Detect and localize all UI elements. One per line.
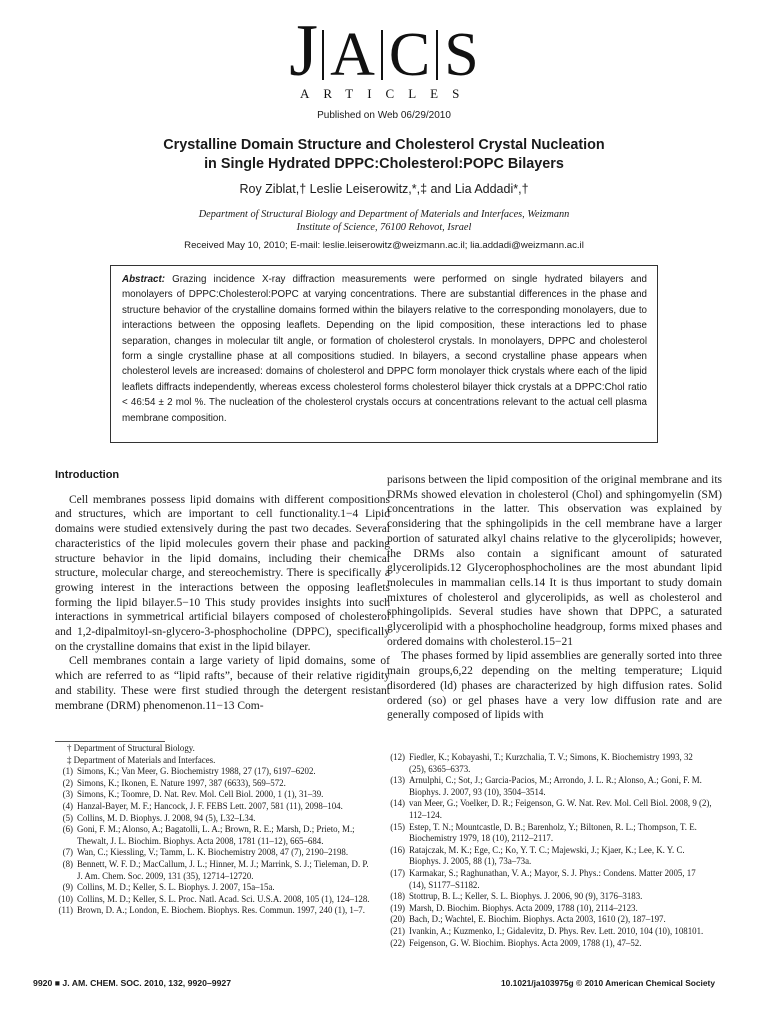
reference-item — [55, 801, 373, 813]
reference-number: (13) — [390, 775, 405, 786]
reference-item — [55, 789, 373, 801]
affiliation — [120, 208, 648, 234]
logo-subtitle: ARTICLES — [300, 86, 474, 101]
received-line: Received May 10, 2010; E-mail: leslie.leiserowitz@weizmann.ac.il; lia.addadi@weizmann.ac.il — [184, 240, 584, 251]
reference-item — [55, 824, 373, 847]
reference-text: Karmakar, S.; Raghunathan, V. A.; Mayor, S. J. Phys.: Condens. Matter 2005, 17 (14), S1177–S1182. — [409, 867, 696, 890]
reference-text: Collins, M. D. Biophys. J. 2008, 94 (5), L32–L34. — [77, 812, 256, 823]
reference-text: Brown, D. A.; London, E. Biochem. Biophys. Res. Commun. 1997, 240 (1), 1–7. — [77, 905, 365, 916]
logo-letter-c: C — [388, 21, 431, 89]
right-column — [387, 473, 722, 723]
reference-number: (10) — [58, 893, 73, 904]
reference-number: (18) — [390, 891, 405, 902]
reference-item — [55, 766, 373, 778]
logo-letter-s: S — [444, 21, 479, 89]
reference-number: (5) — [62, 812, 73, 823]
reference-text: Marsh, D. Biochim. Biophys. Acta 2009, 1788 (10), 2114–2123. — [409, 902, 638, 913]
body-paragraph: parisons between the lipid composition of the original membrane and its DRMs showed elevation in cholesterol (Chol) and sphingomyelin (SM) concentrations in the latter. This observation was explained by considering that the sphingolipids in the cell membrane have a larger portion of saturated alkyl chains relative to the glycerolipids; however, the DRMs also contain a significant amount of saturated glycerolipids.12 Glycerophosphocholines are the most abundant lipid molecules in mammalian cells.14 It is thus important to study domain mixtures of cholesterol and glycerolipids, as well as cholesterol and sphingolipids. Several studies have shown that DPPC, a saturated glycerolipid with a phosphocholine headgroup, forms mixed phases and ordered domains with cholesterol.15−21 — [387, 474, 722, 648]
reference-text: Simons, K.; Toomre, D. Nat. Rev. Mol. Cell Biol. 2000, 1 (1), 31–39. — [77, 789, 324, 800]
published-date: Published on Web 06/29/2010 — [317, 110, 451, 121]
reference-item — [387, 822, 712, 845]
reference-text: Goni, F. M.; Alonso, A.; Bagatolli, L. A.; Brown, R. E.; Marsh, D.; Prieto, M.; Thewalt, J. L. Biochim. Biophys. Acta 2008, 1781 (11–12), 665–684. — [77, 824, 355, 846]
reference-item — [55, 882, 373, 894]
reference-item — [387, 752, 712, 775]
reference-number: (6) — [62, 824, 73, 835]
reference-text: Simons, K.; Ikonen, E. Nature 1997, 387 (6633), 569–572. — [77, 777, 286, 788]
reference-item — [55, 894, 373, 906]
reference-item — [55, 859, 373, 882]
reference-item — [387, 798, 712, 821]
reference-number: (8) — [62, 858, 73, 869]
reference-text: Fiedler, K.; Kobayashi, T.; Kurzchalia, T. V.; Simons, K. Biochemistry 1993, 32 (25), 6365–6373. — [409, 752, 693, 774]
reference-number: (3) — [62, 789, 73, 800]
abstract — [122, 272, 647, 426]
reference-item — [55, 778, 373, 790]
reference-number: (21) — [390, 925, 405, 936]
reference-number: (14) — [390, 798, 405, 809]
reference-text: Bennett, W. F. D.; MacCallum, J. L.; Hinner, M. J.; Marrink, S. J.; Tieleman, D. P. J. Am. Chem. Soc. 2009, 131 (35), 12714–12720. — [77, 858, 369, 881]
reference-item — [387, 926, 712, 938]
reference-item — [387, 903, 712, 915]
reference-number: (19) — [390, 902, 405, 913]
reference-number: (11) — [58, 905, 73, 916]
reference-text: Ivankin, A.; Kuzmenko, I.; Gidalevitz, D. Phys. Rev. Lett. 2010, 104 (10), 108101. — [409, 925, 704, 936]
reference-text: Feigenson, G. W. Biochim. Biophys. Acta 2009, 1788 (1), 47–52. — [409, 937, 642, 948]
reference-text: Collins, M. D.; Keller, S. L. Biophys. J. 2007, 15a–15a. — [77, 882, 275, 893]
reference-item — [387, 891, 712, 903]
abstract-text: Grazing incidence X-ray diffraction measurements were performed on single hydrated bilayers and monolayers of DPPC:Cholesterol:POPC at varying concentrations. There are substantial differences in the phase and structure behavior of the crystalline domains formed within the bilayers relative to the corresponding monolayers, due to interactions between the opposing leaflets. Depending on the lipid composition, these interactions led to phase separation, changes in molecular tilt angle, or formation of cholesterol crystals. In monolayers, DPPC and cholesterol form a single crystalline phase at all compositions studied. In bilayers, a second crystalline phase appears when cholesterol levels are increased: domains of cholesterol and DPPC form monolayer thick crystals where each of the lipid leaflets diffracts independently, whereas excess cholesterol forms cholesterol bilayer thick crystals at a DPPC:Chol ratio < 46:54 ± 2 mol %. The nucleation of the cholesterol crystals occurs at concentrations relevant to the actual cell plasma membrane composition. — [122, 274, 647, 424]
reference-number: (16) — [390, 844, 405, 855]
footnote: ‡ Department of Materials and Interfaces. — [67, 754, 216, 765]
affiliation-line: Department of Structural Biology and Department of Materials and Interfaces, Weizmann — [198, 209, 570, 220]
reference-item — [387, 845, 712, 868]
reference-text: Wan, C.; Kiessling, V.; Tamm, L. K. Biochemistry 2008, 47 (7), 2190–2198. — [77, 847, 349, 858]
logo-letter-a: A — [330, 21, 375, 89]
reference-text: Bach, D.; Wachtel, E. Biochim. Biophys. Acta 2003, 1610 (2), 187–197. — [409, 914, 666, 925]
reference-number: (15) — [390, 821, 405, 832]
reference-number: (4) — [62, 800, 73, 811]
reference-number: (1) — [62, 766, 73, 777]
reference-item — [387, 938, 712, 950]
references-right — [387, 752, 712, 949]
article-title — [60, 136, 708, 174]
journal-logo — [0, 10, 768, 92]
reference-text: Hanzal-Bayer, M. F.; Hancock, J. F. FEBS Lett. 2007, 581 (11), 2098–104. — [77, 800, 343, 811]
reference-item — [387, 775, 712, 798]
reference-number: (7) — [62, 847, 73, 858]
title-line: in Single Hydrated DPPC:Cholesterol:POPC Bilayers — [204, 156, 564, 172]
reference-text: Arnulphi, C.; Sot, J.; Garcia-Pacios, M.; Arrondo, J. L. R.; Alonso, A.; Goni, F. M. Biophys. J. 2007, 93 (10), 3504–3514. — [409, 775, 702, 797]
page-footer-citation: 9920 ■ J. AM. CHEM. SOC. 2010, 132, 9920–9927 — [33, 978, 232, 988]
logo-letter-j: J — [289, 10, 319, 92]
page-footer-doi: 10.1021/ja103975g © 2010 American Chemical Society — [501, 978, 715, 988]
reference-number: (12) — [390, 752, 405, 762]
body-paragraph: Cell membranes contain a large variety of lipid domains, some of which are referred to as “lipid rafts”, because of their relative rigidity and stability. These were first studied through the detergent resistant membrane (DRM) phenomenon.11−13 Com- — [55, 655, 390, 712]
reference-item — [387, 868, 712, 891]
reference-number: (17) — [390, 867, 405, 878]
section-heading: Introduction — [55, 469, 120, 481]
reference-text: Simons, K.; Van Meer, G. Biochemistry 1988, 27 (17), 6197–6202. — [77, 766, 316, 777]
reference-number: (9) — [62, 882, 73, 893]
affiliation-line: Institute of Science, 76100 Rehovot, Israel — [296, 222, 472, 233]
reference-text: Estep, T. N.; Mountcastle, D. B.; Barenholz, Y.; Biltonen, R. L.; Thompson, T. E. Biochemistry 1979, 18 (10), 2112–2117. — [409, 821, 697, 844]
body-paragraph: Cell membranes possess lipid domains with different compositions and structures, which are important to cell functionality.1−4 Lipid domains were studied extensively during the past two decades. Several characteristics of the lipid molecules govern their phase and packing structure behavior in the lipid domains, including their chemical structure, molecular charge, and stereochemistry. There is specifically a growing interest in the interactions between the opposing leaflets forming the lipid bilayer.5−10 This study provides insights into such interactions in symmetrical artificial bilayers composed of cholesterol and 1,2-dipalmitoyl-sn-glycero-3-phosphocholine (DPPC), specifically on the crystalline domains that exist in the lipid bilayer. — [55, 493, 390, 653]
reference-number: (2) — [62, 777, 73, 788]
reference-number: (22) — [390, 937, 405, 948]
reference-text: Collins, M. D.; Keller, S. L. Proc. Natl. Acad. Sci. U.S.A. 2008, 105 (1), 124–128. — [77, 893, 370, 904]
reference-item — [55, 847, 373, 859]
title-line: Crystalline Domain Structure and Cholesterol Crystal Nucleation — [163, 137, 605, 153]
reference-number: (20) — [390, 914, 405, 925]
reference-text: Ratajczak, M. K.; Ege, C.; Ko, Y. T. C.; Majewski, J.; Kjaer, K.; Lee, K. Y. C. Biophys. J. 2005, 88 (1), 73a–73a. — [409, 844, 685, 867]
reference-text: van Meer, G.; Voelker, D. R.; Feigenson, G. W. Nat. Rev. Mol. Cell Biol. 2008, 9 (2), 112–124. — [409, 798, 712, 820]
reference-item — [55, 905, 373, 917]
reference-item — [387, 914, 712, 926]
reference-text: Stottrup, B. L.; Keller, S. L. Biophys. J. 2006, 90 (9), 3176–3183. — [409, 891, 643, 902]
authors: Roy Ziblat,† Leslie Leiserowitz,*,‡ and Lia Addadi*,† — [239, 182, 529, 196]
references-left — [55, 743, 373, 917]
reference-item — [55, 813, 373, 825]
left-column — [55, 466, 390, 713]
abstract-label: Abstract: — [122, 274, 166, 285]
body-paragraph: The phases formed by lipid assemblies are generally sorted into three main groups,6,22 depending on the melting temperature; Liquid disordered (ld) phases are characterized by high diffusion rates. Solid ordered (so) or gel phases have a very low diffusion rate and are generally composed of lipids with — [387, 650, 722, 722]
footnote: † Department of Structural Biology. — [67, 743, 195, 753]
